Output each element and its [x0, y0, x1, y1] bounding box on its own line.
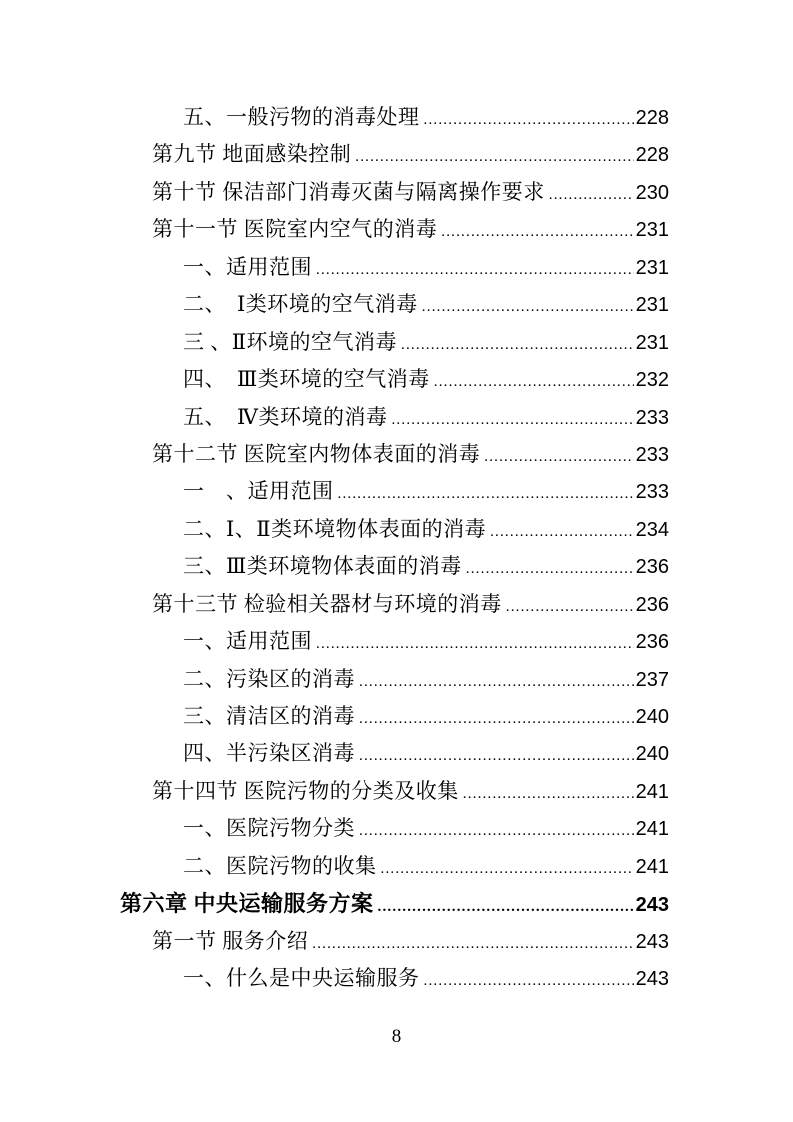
toc-entry-page: 237	[635, 668, 669, 691]
dot-leader	[316, 252, 634, 289]
toc-entry	[120, 848, 669, 885]
toc-entry-title: 第十三节 检验相关器材与环境的消毒	[152, 591, 502, 616]
toc-entry-page: 243	[635, 894, 669, 917]
toc-entry	[120, 211, 669, 248]
dot-leader	[359, 664, 634, 701]
toc-entry	[120, 99, 669, 136]
dot-leader	[378, 889, 634, 926]
dot-leader	[484, 439, 633, 476]
toc-entry-title: 第十四节 医院污物的分类及收集	[152, 778, 459, 803]
toc-entry-page: 241	[635, 855, 669, 878]
toc-entry-page: 241	[635, 780, 669, 803]
toc-entry-title: 一、适用范围	[183, 629, 312, 654]
toc-entry-title: 三、清洁区的消毒	[183, 704, 355, 728]
toc-entry-page: 231	[635, 331, 669, 354]
toc-entry	[120, 174, 669, 211]
toc-entry	[120, 810, 669, 847]
toc-entry-title: 三 、Ⅱ环境的空气消毒	[183, 329, 398, 354]
toc-entry-title: 三、Ⅲ类环境物体表面的消毒	[183, 554, 462, 579]
table-of-contents	[120, 99, 669, 998]
toc-entry	[120, 586, 669, 623]
toc-entry	[120, 136, 669, 173]
toc-entry-page: 232	[635, 369, 669, 392]
toc-entry-page: 233	[635, 406, 669, 429]
toc-entry-title: 第九节 地面感染控制	[152, 142, 352, 167]
toc-entry	[120, 548, 669, 585]
toc-entry-page: 228	[635, 144, 669, 167]
dot-leader	[359, 701, 634, 738]
toc-entry-title: 第十一节 医院室内空气的消毒	[152, 217, 438, 242]
toc-entry-page: 240	[635, 706, 669, 728]
toc-entry-title: 五、一般污物的消毒处理	[183, 105, 420, 129]
toc-entry-page: 236	[635, 556, 669, 579]
dot-leader	[463, 776, 634, 813]
toc-entry-title: 五、 Ⅳ类环境的消毒	[183, 404, 388, 429]
dot-leader	[401, 327, 634, 364]
dot-leader	[359, 813, 634, 850]
dot-leader	[422, 289, 634, 326]
toc-entry-page: 231	[635, 219, 669, 242]
toc-entry	[120, 623, 669, 660]
toc-entry-page: 243	[635, 968, 669, 991]
toc-entry-page: 240	[635, 743, 669, 766]
toc-entry-title: 一、什么是中央运输服务	[183, 966, 420, 991]
toc-entry	[120, 473, 669, 510]
dot-leader	[549, 177, 634, 214]
toc-entry-title: 四、 Ⅲ类环境的空气消毒	[183, 367, 430, 392]
dot-leader	[391, 402, 633, 439]
dot-leader	[381, 851, 634, 888]
toc-entry	[120, 511, 669, 548]
toc-entry-page: 231	[635, 294, 669, 317]
toc-entry-title: 二、医院污物的收集	[183, 853, 377, 878]
dot-leader	[338, 476, 634, 513]
toc-entry-title: 二、 Ⅰ类环境的空气消毒	[183, 292, 418, 317]
page-footer	[0, 1026, 793, 1048]
toc-entry	[120, 286, 669, 323]
dot-leader	[316, 626, 634, 663]
toc-entry-page: 236	[635, 593, 669, 616]
dot-leader	[312, 926, 633, 963]
toc-entry	[120, 735, 669, 772]
toc-entry	[120, 436, 669, 473]
dot-leader	[434, 364, 634, 401]
toc-entry-title: 一 、适用范围	[183, 479, 334, 504]
toc-entry	[120, 698, 669, 735]
dot-leader	[355, 139, 633, 176]
toc-entry	[120, 960, 669, 997]
toc-entry-page: 228	[635, 107, 669, 129]
toc-entry-page: 243	[635, 930, 669, 953]
toc-entry-page: 230	[635, 181, 669, 204]
toc-entry-title: 二、污染区的消毒	[183, 666, 355, 691]
dot-leader	[424, 102, 634, 139]
toc-entry-title: 第十节 保洁部门消毒灭菌与隔离操作要求	[152, 179, 545, 204]
toc-entry	[120, 923, 669, 960]
toc-entry-page: 231	[635, 256, 669, 279]
dot-leader	[424, 963, 634, 1000]
toc-entry-page: 233	[635, 443, 669, 466]
toc-entry-title: 二、Ⅰ、Ⅱ类环境物体表面的消毒	[183, 516, 487, 541]
toc-entry-title: 四、半污染区消毒	[183, 741, 355, 766]
toc-entry	[120, 773, 669, 810]
dot-leader	[490, 514, 634, 551]
toc-entry	[120, 324, 669, 361]
toc-entry-title: 第一节 服务介绍	[152, 928, 309, 953]
dot-leader	[441, 214, 633, 251]
toc-entry-title: 第十二节 医院室内物体表面的消毒	[152, 441, 481, 466]
toc-entry	[120, 399, 669, 436]
toc-entry-title: 第六章 中央运输服务方案	[120, 891, 374, 917]
toc-entry-title: 一、医院污物分类	[183, 816, 355, 841]
footer-page-number: 8	[391, 1026, 402, 1047]
toc-entry-title: 一、适用范围	[183, 254, 312, 279]
toc-entry	[120, 885, 669, 922]
toc-entry	[120, 249, 669, 286]
toc-entry-page: 236	[635, 631, 669, 654]
dot-leader	[506, 589, 634, 626]
dot-leader	[466, 551, 634, 588]
toc-entry	[120, 361, 669, 398]
toc-entry-page: 241	[635, 818, 669, 841]
toc-entry	[120, 661, 669, 698]
toc-entry-page: 233	[635, 481, 669, 504]
toc-entry-page: 234	[635, 518, 669, 541]
dot-leader	[359, 738, 634, 775]
